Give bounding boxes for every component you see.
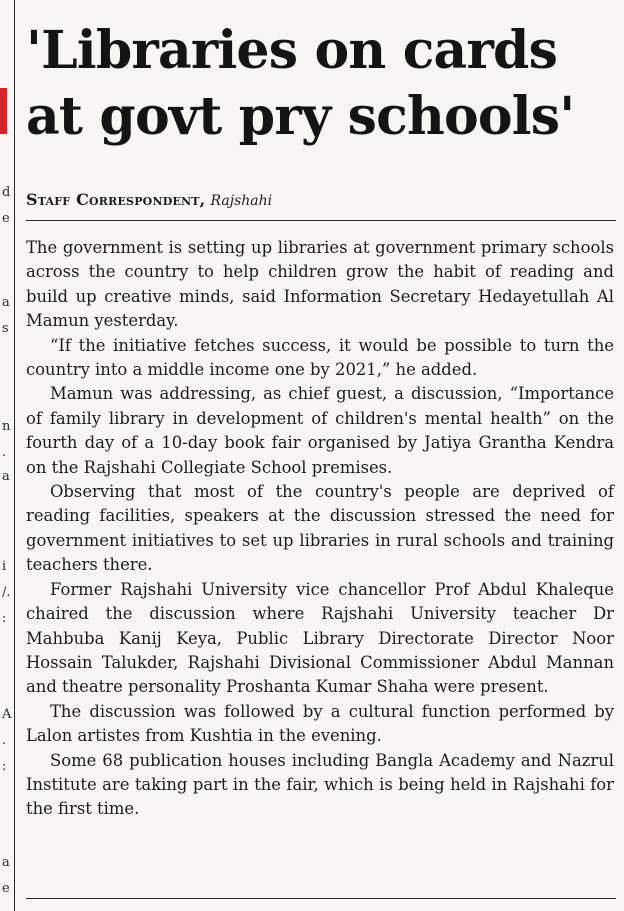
byline-correspondent: Staff Correspondent,: [26, 190, 206, 209]
gutter-fragment: d: [2, 185, 11, 200]
gutter-fragment: :: [2, 611, 7, 626]
gutter-fragment: :: [2, 759, 7, 774]
paragraph: Mamun was addressing, as chief guest, a discussion, “Importance of family library in development of children's mental health” on the fourth day of a 10-day book fair organised by Jatiya Grantha Kendra on the Rajshahi Collegiate School premises.: [26, 384, 614, 477]
red-accent-bar: [0, 88, 7, 134]
paragraph: Observing that most of the country's people are deprived of reading facilities, speakers at the discussion stressed the need for government initiatives to set up libraries in rural schools and training teachers there.: [26, 482, 614, 575]
byline: [26, 190, 616, 211]
gutter-fragment: n: [2, 419, 11, 434]
paragraph: Former Rajshahi University vice chancellor Prof Abdul Khaleque chaired the discussion where Rajshahi University teacher Dr Mahbuba Kanij Keya, Public Library Directorate Director Noor Hossain Talukder, Rajshahi Divisional Commissioner Abdul Mannan and theatre personality Proshanta Kumar Shaha were present.: [26, 579, 614, 697]
paragraph-lead: The government is setting up libraries at government primary schools across the country to help children grow the habit of reading and build up creative minds, said Information Secretary Hedayetullah Al Mamun yesterday.: [26, 238, 614, 331]
gutter-fragment: .: [2, 445, 7, 460]
bottom-rule: [26, 898, 616, 899]
column-divider: [14, 0, 15, 911]
gutter-fragment: A: [2, 707, 12, 722]
paragraph: “If the initiative fetches success, it would be possible to turn the country into a middle income one by 2021,” he added.: [26, 335, 614, 380]
gutter-fragment: s: [2, 321, 9, 336]
paragraph: The discussion was followed by a cultural function performed by Lalon artistes from Kushtia in the evening.: [26, 701, 614, 746]
gutter-fragment: .: [2, 733, 7, 748]
gutter-fragment: a: [2, 469, 10, 484]
paragraph: Some 68 publication houses including Bangla Academy and Nazrul Institute are taking part in the fair, which is being held in Rajshahi for the first time.: [26, 750, 614, 819]
adjacent-column-gutter: [0, 0, 14, 911]
gutter-fragment: a: [2, 295, 10, 310]
headline: 'Libraries on cards at govt pry schools': [26, 20, 575, 147]
gutter-fragment: /.: [2, 585, 11, 600]
gutter-fragment: e: [2, 881, 10, 896]
byline-rule: [26, 220, 616, 221]
gutter-fragment: e: [2, 211, 10, 226]
byline-location: Rajshahi: [210, 193, 273, 209]
article-body: [26, 236, 614, 822]
gutter-fragment: i: [2, 559, 7, 574]
gutter-fragment: a: [2, 855, 10, 870]
